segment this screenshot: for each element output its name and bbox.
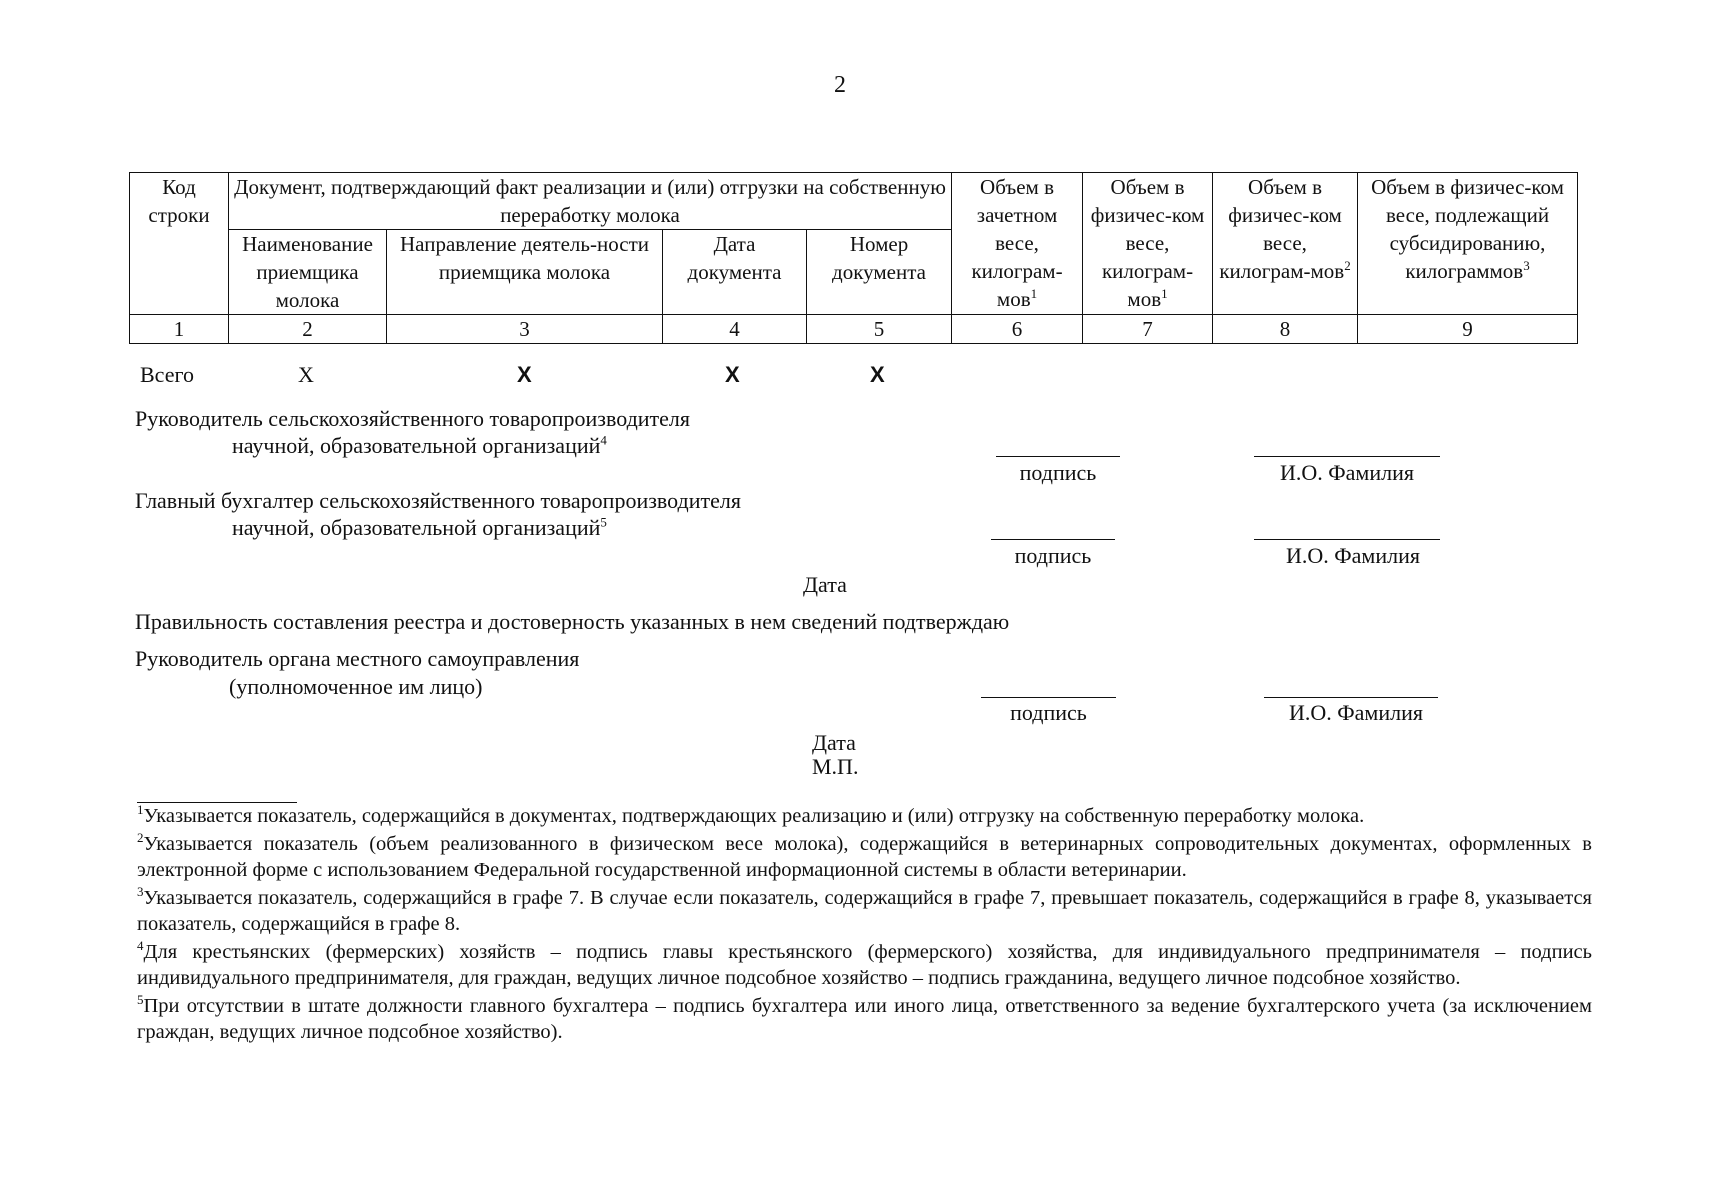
header-physical-weight-1: Объем в физичес-ком весе, килограм-мов$^1$ xyxy=(1083,173,1213,315)
local-gov-signature-line xyxy=(981,697,1116,698)
local-gov-title: Руководитель органа местного самоуправления xyxy=(135,646,580,671)
column-number: 7 xyxy=(1083,315,1213,344)
head-signature-line xyxy=(996,456,1120,457)
accountant-signature-line xyxy=(991,539,1115,540)
local-gov-subtitle: (уполномоченное им лицо) xyxy=(229,674,483,699)
local-gov-name-caption: И.О. Фамилия xyxy=(1289,700,1423,725)
local-gov-signature-caption: подпись xyxy=(1010,700,1087,725)
date-label: Дата xyxy=(803,572,847,597)
header-document-group: Документ, подтверждающий факт реализации и (или) отгрузки на собственную переработку молока xyxy=(229,173,952,230)
column-number: 1 xyxy=(130,315,229,344)
column-number: 2 xyxy=(229,315,387,344)
head-subtitle: научной, образовательной организаций$^4$ xyxy=(232,432,607,458)
head-name-caption: И.О. Фамилия xyxy=(1280,460,1414,485)
confirmation-text: Правильность составления реестра и достоверность указанных в нем сведений подтверждаю xyxy=(135,609,1010,634)
page-number: 2 xyxy=(834,72,846,98)
total-mark: X xyxy=(298,362,314,387)
footnote-item: $^1$Указывается показатель, содержащийся в документах, подтверждающих реализацию и (или) отгрузку на собственную переработку молока. xyxy=(137,802,1365,827)
head-title: Руководитель сельскохозяйственного товаропроизводителя xyxy=(135,406,691,431)
accountant-name-caption: И.О. Фамилия xyxy=(1286,543,1420,568)
column-number: 5 xyxy=(807,315,952,344)
column-number: 3 xyxy=(387,315,663,344)
column-number: 4 xyxy=(663,315,807,344)
total-row xyxy=(0,362,1718,392)
footnote-item: $^4$Для крестьянских (фермерских) хозяйств – подпись главы крестьянского (фермерского) хозяйства, для индивидуального предпринимателя – подпись индивидуального предпринимателя, для граждан, ведущих личное подсобное хозяйство – подпись гражданина, ведущего личное подсобное хозяйство. xyxy=(137,937,1592,989)
head-signature-caption: подпись xyxy=(1019,460,1097,485)
local-gov-name-line xyxy=(1264,697,1438,698)
header-doc-date: Дата документа xyxy=(663,230,807,315)
header-credit-weight: Объем в зачетном весе, килограм-мов$^1$ xyxy=(952,173,1083,315)
accountant-signature-caption: подпись xyxy=(1014,543,1092,568)
header-doc-number: Номер документа xyxy=(807,230,952,315)
column-number-row xyxy=(130,315,1578,344)
accountant-subtitle: научной, образовательной организаций$^5$ xyxy=(232,514,607,540)
total-mark: X xyxy=(870,362,885,387)
column-number: 8 xyxy=(1213,315,1358,344)
footnote-item: $^3$Указывается показатель, содержащийся в графе 7. В случае если показатель, содержащийся в графе 7, превышает показатель, содержащийся в графе 8, указывается показатель, содержащийся в графе 8. xyxy=(137,883,1592,935)
total-mark: X xyxy=(517,362,532,387)
accountant-name-line xyxy=(1254,539,1440,540)
header-receiver-name: Наименование приемщика молока xyxy=(229,230,387,315)
header-physical-weight-2: Объем в физичес-ком весе, килограм-мов$^2$ xyxy=(1213,173,1358,315)
stamp-label: М.П. xyxy=(812,754,859,779)
footnotes xyxy=(137,803,1592,1047)
footnote-item: $^2$Указывается показатель (объем реализованного в физическом весе молока), содержащийся в ветеринарных сопроводительных документах, оформленных в электронной форме с использованием Федеральной государственной информационной системы в области ветеринарии. xyxy=(137,829,1592,881)
head-name-line xyxy=(1254,456,1440,457)
total-mark: X xyxy=(725,362,740,387)
footnote-item: $^5$При отсутствии в штате должности главного бухгалтера – подпись бухгалтера или иного лица, ответственного за ведение бухгалтерского учета (за исключением граждан, ведущих личное подсобное хозяйство). xyxy=(137,991,1592,1043)
header-receiver-activity: Направление деятель-ности приемщика молока xyxy=(387,230,663,315)
accountant-title: Главный бухгалтер сельскохозяйственного товаропроизводителя xyxy=(135,488,741,513)
registry-table xyxy=(129,172,1578,344)
column-number: 6 xyxy=(952,315,1083,344)
date-label-2: Дата xyxy=(812,730,856,755)
total-label: Всего xyxy=(140,362,194,387)
header-subsidy-weight: Объем в физичес-ком весе, подлежащий субсидированию, килограммов$^3$ xyxy=(1358,173,1578,315)
header-code: Код строки xyxy=(130,173,229,315)
column-number: 9 xyxy=(1358,315,1578,344)
